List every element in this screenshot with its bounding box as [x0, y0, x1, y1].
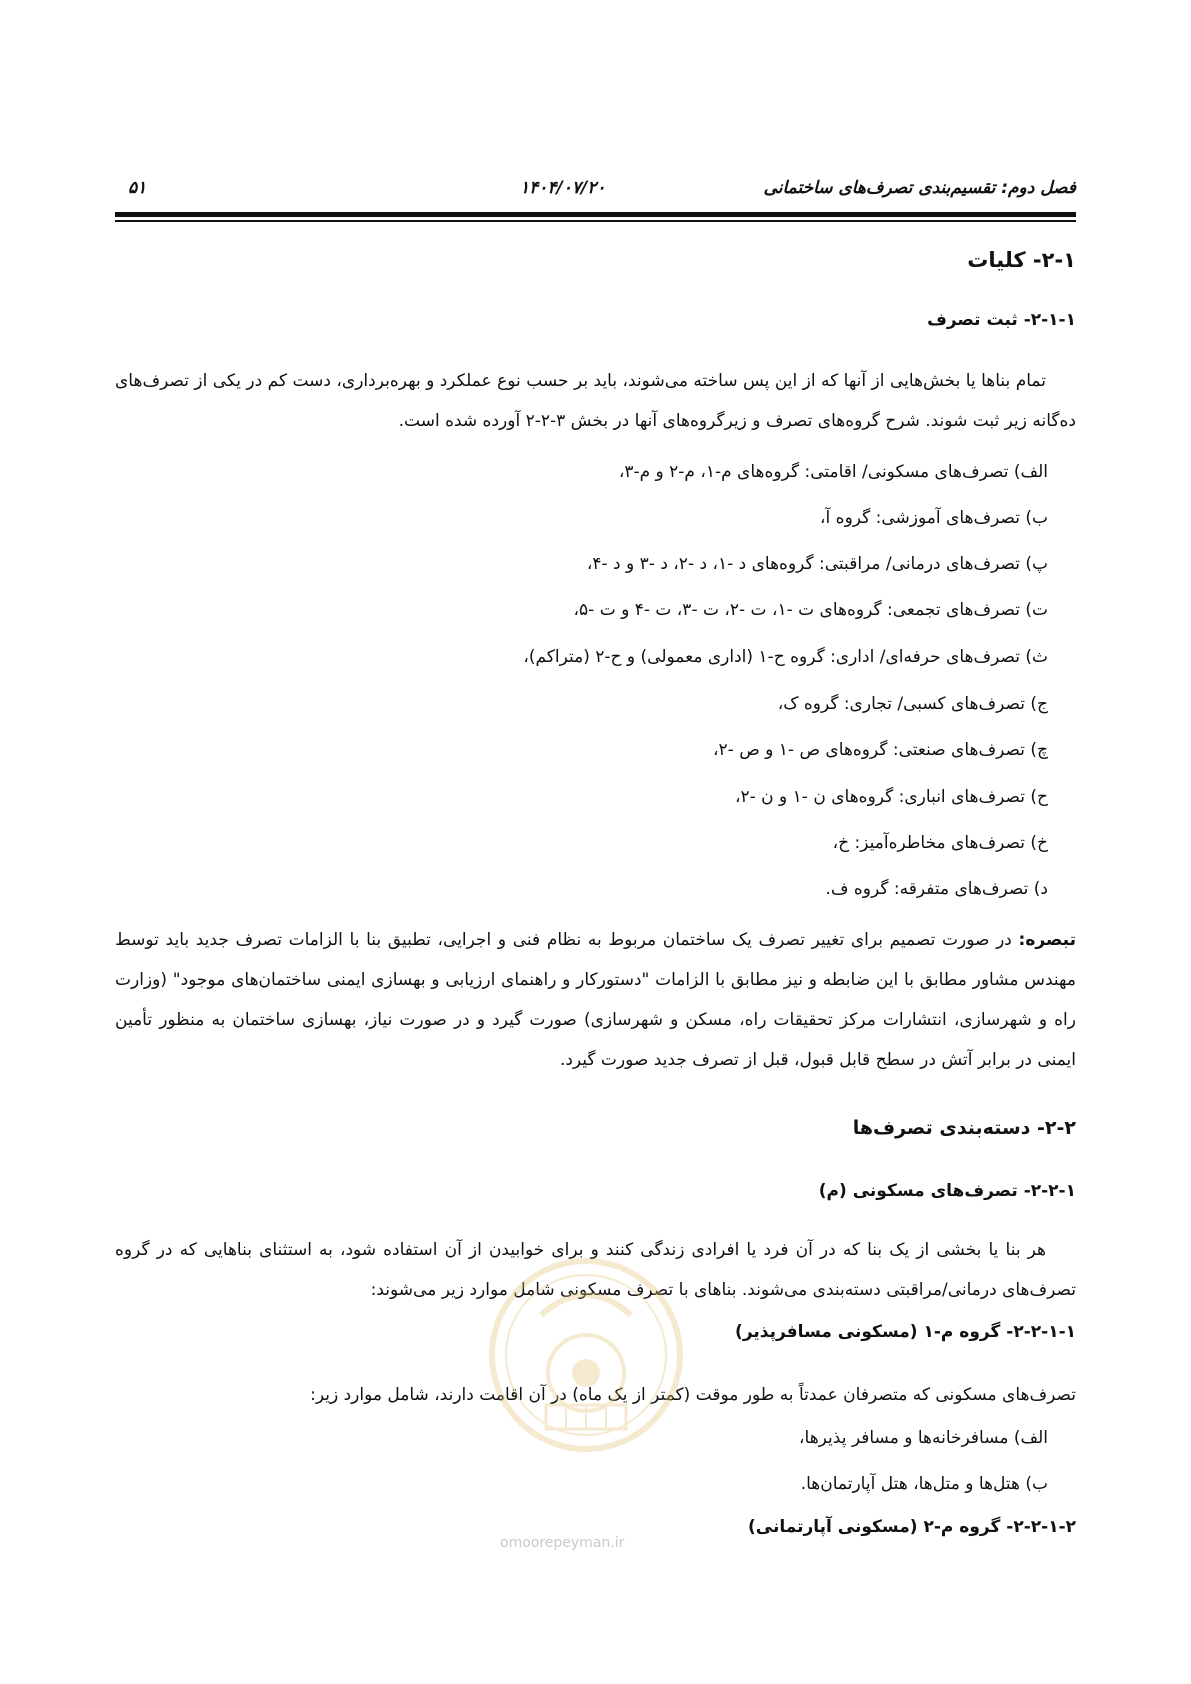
note-text: در صورت تصمیم برای تغییر تصرف یک ساختمان مربوط به نظام فنی و اجرایی، تطبیق بنا با الزامات تصرف جدید باید توسط مهندس مشاور مطابق با این ضابطه و نیز مطابق با الزامات "دستورکار و راهنمای ارزیابی و بهسازی ایمنی ساختمان‌های موجود" (وزارت راه و شهرسازی، انتشارات مرکز تحقیقات راه، مسکن و شهرسازی) صورت گیرد و در صورت نیاز، بهسازی ساختمان به منظور تأمین ایمنی در برابر آتش در سطح قابل قبول، قبل از تصرف جدید صورت گیرد. [115, 930, 1076, 1070]
heading-2-2: ۲-۲- دسته‌بندی تصرف‌ها [852, 1117, 1076, 1139]
heading-2-2-1-2: ۲-۲-۱-۲- گروه م-۲ (مسکونی آپارتمانی) [747, 1517, 1076, 1537]
list-item: الف) تصرف‌های مسکونی/ اقامتی: گروه‌های م-۱، م-۲ و م-۳، [618, 462, 1048, 482]
list-item: ت) تصرف‌های تجمعی: گروه‌های ت -۱، ت -۲، ت -۳، ت -۴ و ت -۵، [573, 600, 1048, 620]
list-item: چ) تصرف‌های صنعتی: گروه‌های ص -۱ و ص -۲، [713, 740, 1048, 760]
header-rule-thin [115, 220, 1076, 222]
list-item: د) تصرف‌های متفرقه: گروه ف. [825, 879, 1048, 899]
list-item: ح) تصرف‌های انباری: گروه‌های ن -۱ و ن -۲، [734, 787, 1048, 807]
list-item: ب) تصرف‌های آموزشی: گروه آ، [820, 508, 1048, 528]
heading-2-1: ۲-۱- کلیات [967, 248, 1076, 272]
note-label: تبصره: [1018, 930, 1076, 950]
list-item: الف) مسافرخانه‌ها و مسافر پذیرها، [799, 1428, 1048, 1448]
heading-2-2-1-1: ۲-۲-۱-۱- گروه م-۱ (مسکونی مسافرپذیر) [735, 1322, 1076, 1342]
paragraph-2-1-1: تمام بناها یا بخش‌هایی از آنها که از این پس ساخته می‌شوند، باید بر حسب نوع عملکرد و بهره‌برداری، دست کم در یکی از تصرف‌های ده‌گانه زیر ثبت شوند. شرح گروه‌های تصرف و زیرگروه‌های آنها در بخش ۳-۲-۲ آورده شده است. [115, 371, 1076, 431]
note-paragraph [115, 920, 1076, 1080]
paragraph-2-2-1: هر بنا یا بخشی از یک بنا که در آن فرد یا افرادی زندگی کنند و برای خوابیدن از آن استفاده شود، به استثنای بناهایی که در گروه تصرف‌های درمانی/مراقبتی دسته‌بندی می‌شوند. بناهای با تصرف مسکونی شامل موارد زیر می‌شوند: [115, 1240, 1076, 1300]
heading-2-1-1: ۲-۱-۱- ثبت تصرف [927, 310, 1076, 330]
list-item: پ) تصرف‌های درمانی/ مراقبتی: گروه‌های د -۱، د -۲، د -۳ و د -۴، [586, 554, 1048, 574]
list-item: ب) هتل‌ها و متل‌ها، هتل آپارتمان‌ها. [800, 1474, 1048, 1494]
chapter-title: فصل دوم: تقسیم‌بندی تصرف‌های ساختمانی [763, 178, 1076, 198]
paragraph-2-2-1-1: تصرف‌های مسکونی که متصرفان عمدتاً به طور موقت (کمتر از یک ماه) در آن اقامت دارند، شامل موارد زیر: [310, 1385, 1076, 1405]
list-item: ث) تصرف‌های حرفه‌ای/ اداری: گروه ح-۱ (اداری معمولی) و ح-۲ (متراکم)، [523, 647, 1048, 667]
heading-2-2-1: ۲-۲-۱- تصرف‌های مسکونی (م) [818, 1181, 1076, 1201]
watermark-url: omoorepeyman.ir [500, 1535, 625, 1551]
header-date: ۱۴۰۴/۰۷/۲۰ [520, 178, 606, 198]
header-rule-thick [115, 212, 1076, 217]
list-item: ج) تصرف‌های کسبی/ تجاری: گروه ک، [777, 694, 1048, 714]
page-number: ۵۱ [128, 178, 147, 198]
list-item: خ) تصرف‌های مخاطره‌آمیز: خ، [832, 833, 1048, 853]
watermark-seal-icon [486, 1255, 686, 1455]
